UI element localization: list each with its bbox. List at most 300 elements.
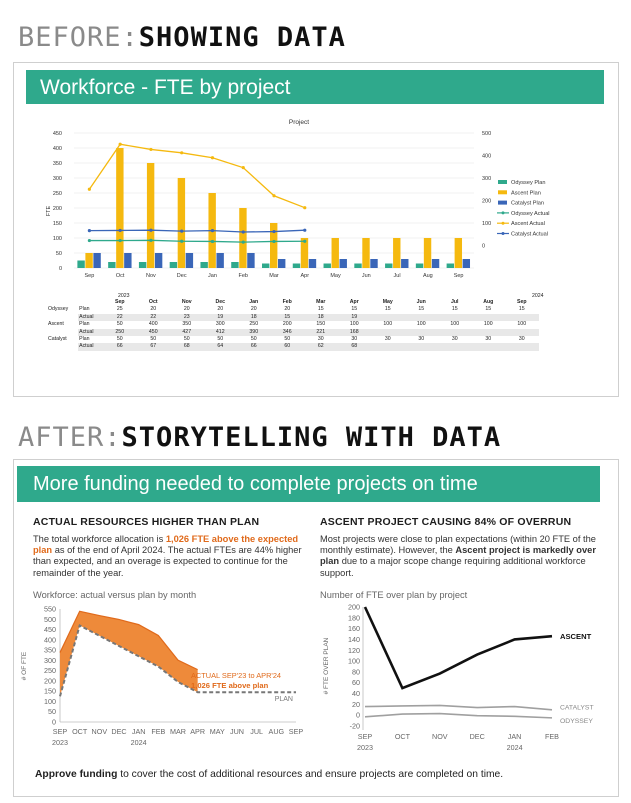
left-paragraph-end: as of the end of April 2024. The actual FTEs are 44% higher than expected, and an overage is expected to continue for the remainder of the year. bbox=[33, 545, 302, 578]
before-point-ascent-actual bbox=[303, 206, 306, 209]
legend-marker bbox=[502, 222, 505, 225]
table-cell: 30 bbox=[351, 336, 358, 343]
before-bar-catalyst-plan bbox=[155, 253, 162, 268]
before-heading bbox=[18, 22, 346, 53]
before-heading-title: SHOWING DATA bbox=[138, 22, 346, 53]
legend-swatch bbox=[498, 190, 507, 194]
table-type-cell: Plan bbox=[79, 306, 90, 313]
table-cell bbox=[472, 314, 506, 321]
table-cell: 22 bbox=[150, 313, 157, 320]
before-point-odyssey-actual bbox=[211, 240, 214, 243]
table-cell: 50 bbox=[284, 336, 291, 343]
left-x-tick-label: NOV bbox=[91, 727, 108, 736]
table-cell: 20 bbox=[284, 306, 291, 313]
table-cell: 20 bbox=[150, 306, 157, 313]
left-x-tick-label: JUL bbox=[250, 727, 264, 736]
before-y-label: FTE bbox=[46, 205, 52, 217]
before-x-tick-label: Jan bbox=[208, 273, 217, 279]
right-y-tick-label: 140 bbox=[348, 634, 360, 644]
before-point-ascent-actual bbox=[180, 151, 183, 154]
before-y-tick-label: 200 bbox=[52, 206, 62, 212]
before-point-odyssey-actual bbox=[149, 239, 152, 242]
table-type-cell: Actual bbox=[79, 313, 94, 320]
right-year-label: 2023 bbox=[357, 743, 373, 752]
right-line-ascent bbox=[365, 607, 552, 688]
before-bar-odyssey-plan bbox=[139, 262, 146, 268]
table-cell: 30 bbox=[418, 336, 425, 343]
before-data-table bbox=[47, 299, 539, 351]
left-y-tick-label: 50 bbox=[48, 707, 56, 717]
table-cell: 15 bbox=[418, 306, 425, 313]
table-type-cell: Plan bbox=[79, 336, 90, 343]
table-row bbox=[47, 343, 539, 350]
legend-marker bbox=[502, 211, 505, 214]
table-month-header: Jul bbox=[451, 299, 459, 305]
before-heading-prefix: BEFORE: bbox=[18, 22, 139, 53]
table-project-cell: Odyssey bbox=[47, 306, 78, 313]
before-point-odyssey-actual bbox=[303, 240, 306, 243]
table-cell: 18 bbox=[250, 313, 257, 320]
table-cell: 50 bbox=[116, 336, 123, 343]
before-x-tick-label: Dec bbox=[176, 273, 187, 279]
table-cell: 19 bbox=[217, 313, 224, 320]
left-y-tick-label: 300 bbox=[44, 655, 56, 665]
table-month-header: Sep bbox=[516, 299, 527, 305]
right-line-odyssey bbox=[365, 714, 552, 718]
left-paragraph-highlight: 1,026 FTE above the expected plan bbox=[33, 534, 299, 556]
before-x-tick-label: Mar bbox=[269, 273, 279, 279]
table-cell: 30 bbox=[384, 336, 391, 343]
before-bar-ascent-plan bbox=[362, 238, 369, 268]
table-project-cell: Ascent bbox=[47, 321, 78, 328]
left-annotation-line2: 1,026 FTE above plan bbox=[191, 681, 269, 690]
right-chart-title: Number of FTE over plan by project bbox=[320, 590, 468, 600]
right-y-tick-label: 160 bbox=[348, 624, 360, 634]
table-month-header: Dec bbox=[215, 299, 226, 305]
table-cell: 18 bbox=[317, 313, 324, 320]
legend-label: Ascent Actual bbox=[511, 221, 545, 228]
right-heading: ASCENT PROJECT CAUSING 84% OF OVERRUN bbox=[320, 516, 572, 528]
table-cell: 30 bbox=[485, 336, 492, 343]
table-cell: 50 bbox=[217, 336, 224, 343]
table-cell: 23 bbox=[183, 313, 190, 320]
table-cell: 100 bbox=[383, 321, 393, 328]
before-x-tick-label: Oct bbox=[115, 273, 125, 279]
right-x-tick-label: FEB bbox=[545, 732, 559, 741]
before-point-ascent-actual bbox=[88, 188, 91, 191]
before-x-tick-label: Nov bbox=[146, 273, 156, 279]
left-y-label: # OF FTE bbox=[21, 651, 28, 681]
before-bar-odyssey-plan bbox=[262, 264, 269, 269]
left-y-tick-label: 450 bbox=[44, 625, 56, 635]
table-cell: 20 bbox=[250, 306, 257, 313]
before-x-tick-label: Sep bbox=[84, 273, 95, 279]
legend-label: Odyssey Actual bbox=[511, 210, 550, 217]
table-cell: 50 bbox=[150, 336, 157, 343]
before-chart-title: Project bbox=[288, 119, 310, 126]
before-bar-odyssey-plan bbox=[354, 264, 361, 269]
after-panel bbox=[13, 459, 619, 797]
before-point-catalyst-actual bbox=[149, 229, 152, 232]
table-cell: 15 bbox=[518, 306, 525, 313]
before-point-odyssey-actual bbox=[242, 241, 245, 244]
table-project-cell: Catalyst bbox=[47, 336, 78, 343]
table-cell: 200 bbox=[282, 321, 292, 328]
table-month-header: Oct bbox=[148, 299, 158, 305]
before-point-catalyst-actual bbox=[211, 229, 214, 232]
left-heading: ACTUAL RESOURCES HIGHER THAN PLAN bbox=[33, 516, 260, 528]
left-paragraph-start: The total workforce allocation is bbox=[33, 534, 166, 544]
table-month-header: Apr bbox=[349, 299, 359, 305]
before-y-right-tick-label: 200 bbox=[482, 198, 492, 205]
table-cell bbox=[438, 314, 472, 321]
before-bar-odyssey-plan bbox=[324, 264, 331, 269]
right-y-tick-label: 180 bbox=[348, 613, 360, 623]
before-bar-ascent-plan bbox=[85, 253, 92, 268]
table-cell: 25 bbox=[116, 306, 123, 313]
left-x-tick-label: SEP bbox=[288, 727, 304, 736]
table-type-cell: Plan bbox=[79, 321, 90, 328]
right-line-catalyst bbox=[365, 705, 552, 709]
left-x-tick-label: JUN bbox=[230, 727, 244, 736]
before-x-tick-label: Feb bbox=[238, 273, 248, 279]
table-cell: 400 bbox=[148, 321, 158, 328]
before-bar-catalyst-plan bbox=[247, 253, 254, 268]
table-row bbox=[47, 321, 539, 328]
right-y-tick-label: 40 bbox=[352, 689, 360, 699]
table-cell bbox=[371, 329, 405, 336]
before-point-ascent-actual bbox=[242, 166, 245, 169]
table-cell: 20 bbox=[183, 306, 190, 313]
before-bar-catalyst-plan bbox=[278, 259, 285, 268]
table-row bbox=[47, 306, 539, 313]
before-y-tick-label: 400 bbox=[52, 146, 62, 152]
left-y-tick-label: 250 bbox=[44, 666, 56, 676]
before-bar-ascent-plan bbox=[332, 238, 339, 268]
table-project-cell bbox=[47, 329, 78, 336]
before-point-catalyst-actual bbox=[119, 229, 122, 232]
table-header-row bbox=[47, 299, 539, 306]
before-bar-odyssey-plan bbox=[200, 262, 207, 268]
table-row bbox=[47, 329, 539, 336]
before-point-odyssey-actual bbox=[180, 240, 183, 243]
before-bar-ascent-plan bbox=[178, 178, 185, 268]
right-y-tick-label: 60 bbox=[352, 678, 360, 688]
table-cell: 150 bbox=[316, 321, 326, 328]
before-y-tick-label: 0 bbox=[58, 266, 62, 272]
before-bar-odyssey-plan bbox=[293, 264, 300, 269]
right-y-tick-label: 200 bbox=[348, 602, 360, 612]
table-cell: 100 bbox=[483, 321, 493, 328]
before-year-right: 2024 bbox=[532, 293, 544, 299]
right-paragraph-end: due to a major scope change requiring additional workforce support. bbox=[320, 556, 586, 578]
before-bar-ascent-plan bbox=[393, 238, 400, 268]
table-cell: 15 bbox=[317, 306, 324, 313]
table-cell: 50 bbox=[250, 336, 257, 343]
left-y-tick-label: 150 bbox=[44, 686, 56, 696]
table-cell bbox=[438, 343, 472, 350]
before-y-right-tick-label: 300 bbox=[482, 176, 492, 182]
table-cell bbox=[505, 314, 539, 321]
before-bar-ascent-plan bbox=[455, 238, 462, 268]
table-cell: 250 bbox=[249, 321, 259, 328]
right-y-tick-label: -20 bbox=[349, 721, 360, 731]
table-cell: 168 bbox=[349, 328, 359, 335]
after-heading bbox=[18, 422, 501, 453]
table-row bbox=[47, 314, 539, 321]
table-project-cell bbox=[47, 343, 78, 350]
before-bar-ascent-plan bbox=[424, 238, 431, 268]
before-y-tick-label: 350 bbox=[52, 161, 62, 167]
table-cell: 390 bbox=[249, 328, 259, 335]
table-cell: 19 bbox=[351, 313, 358, 320]
left-plan-label: PLAN bbox=[274, 696, 293, 704]
table-month-header: Aug bbox=[483, 299, 494, 305]
left-x-tick-label: MAR bbox=[170, 727, 186, 736]
table-cell: 50 bbox=[116, 321, 123, 328]
table-row bbox=[47, 336, 539, 343]
left-x-tick-label: DEC bbox=[111, 727, 127, 736]
table-cell bbox=[371, 314, 405, 321]
table-month-header: Mar bbox=[316, 299, 326, 305]
table-cell: 427 bbox=[182, 328, 192, 335]
before-x-tick-label: May bbox=[330, 273, 341, 279]
before-x-tick-label: Apr bbox=[300, 273, 310, 279]
table-cell: 100 bbox=[416, 321, 426, 328]
before-bar-catalyst-plan bbox=[216, 253, 223, 268]
table-cell bbox=[472, 329, 506, 336]
table-cell: 15 bbox=[384, 306, 391, 313]
right-x-tick-label: NOV bbox=[432, 732, 448, 741]
right-x-tick-label: DEC bbox=[469, 732, 485, 741]
before-x-tick-label: Sep bbox=[453, 273, 464, 279]
table-cell: 66 bbox=[250, 343, 257, 350]
right-paragraph bbox=[320, 534, 600, 579]
left-x-tick-label: APR bbox=[190, 727, 206, 736]
before-bar-odyssey-plan bbox=[108, 262, 115, 268]
table-cell: 30 bbox=[317, 336, 324, 343]
before-point-catalyst-actual bbox=[242, 230, 245, 233]
table-cell: 64 bbox=[217, 343, 224, 350]
table-cell bbox=[505, 343, 539, 350]
table-month-header: Jun bbox=[416, 299, 426, 305]
before-bar-ascent-plan bbox=[147, 163, 154, 268]
left-paragraph bbox=[33, 534, 303, 579]
table-project-cell bbox=[47, 314, 78, 321]
before-y-right-tick-label: 0 bbox=[482, 243, 486, 250]
right-series-label-odyssey: ODYSSEY bbox=[560, 717, 593, 725]
left-y-tick-label: 550 bbox=[44, 604, 56, 614]
before-point-catalyst-actual bbox=[303, 229, 306, 232]
table-cell: 50 bbox=[183, 336, 190, 343]
table-cell: 22 bbox=[116, 313, 123, 320]
after-banner bbox=[17, 466, 600, 502]
before-point-odyssey-actual bbox=[272, 240, 275, 243]
legend-label: Catalyst Actual bbox=[511, 231, 548, 238]
legend-marker bbox=[502, 232, 505, 235]
table-month-header: Feb bbox=[282, 299, 292, 305]
before-bar-odyssey-plan bbox=[447, 264, 454, 269]
table-cell: 15 bbox=[451, 306, 458, 313]
left-x-tick-label: FEB bbox=[151, 727, 166, 736]
before-year-left: 2023 bbox=[118, 293, 130, 299]
table-cell bbox=[505, 329, 539, 336]
table-cell: 100 bbox=[517, 321, 527, 328]
table-month-header: Sep bbox=[114, 299, 125, 305]
workforce-area-chart bbox=[14, 600, 314, 760]
table-cell: 20 bbox=[217, 306, 224, 313]
right-series-label-ascent: ASCENT bbox=[560, 632, 592, 642]
before-bar-odyssey-plan bbox=[231, 262, 238, 268]
table-cell: 412 bbox=[215, 328, 225, 335]
left-x-tick-label: JAN bbox=[131, 727, 146, 736]
footer-call-to-action bbox=[35, 769, 503, 780]
legend-label: Odyssey Plan bbox=[511, 180, 546, 186]
table-cell bbox=[405, 314, 439, 321]
before-point-odyssey-actual bbox=[119, 239, 122, 242]
table-cell: 62 bbox=[317, 343, 324, 350]
table-cell: 15 bbox=[351, 306, 358, 313]
table-cell: 68 bbox=[183, 343, 190, 350]
right-y-tick-label: 120 bbox=[348, 645, 360, 655]
before-point-catalyst-actual bbox=[180, 230, 183, 233]
legend-swatch bbox=[498, 201, 507, 205]
left-year-label: 2024 bbox=[130, 738, 147, 747]
before-bar-odyssey-plan bbox=[416, 264, 423, 269]
table-cell: 15 bbox=[485, 306, 492, 313]
table-cell bbox=[472, 343, 506, 350]
before-y-tick-label: 450 bbox=[52, 131, 62, 137]
table-cell bbox=[405, 343, 439, 350]
left-y-tick-label: 200 bbox=[44, 676, 56, 686]
right-y-label: # FTE OVER PLAN bbox=[323, 637, 330, 695]
before-y-right-tick-label: 100 bbox=[482, 221, 492, 227]
before-x-tick-label: Jul bbox=[393, 273, 401, 279]
over-plan-line-chart bbox=[314, 600, 614, 760]
before-bar-catalyst-plan bbox=[186, 253, 193, 268]
table-type-cell: Actual bbox=[79, 328, 94, 335]
before-panel bbox=[13, 62, 619, 397]
table-cell: 100 bbox=[450, 321, 460, 328]
right-paragraph-bold: Ascent project is markedly over plan bbox=[320, 545, 596, 567]
before-bar-catalyst-plan bbox=[93, 253, 100, 268]
left-y-tick-label: 400 bbox=[44, 635, 56, 645]
table-corner bbox=[47, 299, 103, 306]
before-bar-ascent-plan bbox=[270, 223, 277, 268]
right-paragraph-start: Most projects were close to plan expectations (within 20 FTE of the monthly estimate). However, the bbox=[320, 534, 596, 556]
table-cell: 60 bbox=[284, 343, 291, 350]
before-bar-odyssey-plan bbox=[170, 262, 177, 268]
before-point-catalyst-actual bbox=[88, 229, 91, 232]
after-heading-prefix: AFTER: bbox=[18, 422, 122, 453]
table-cell: 221 bbox=[316, 328, 326, 335]
before-y-tick-label: 100 bbox=[52, 236, 62, 242]
before-point-ascent-actual bbox=[119, 143, 122, 146]
before-y-right-tick-label: 400 bbox=[482, 153, 492, 160]
table-type-cell: Actual bbox=[79, 343, 94, 350]
before-point-ascent-actual bbox=[149, 148, 152, 151]
before-banner-title: Workforce - FTE by project bbox=[40, 76, 291, 99]
left-annotation-line1: ACTUAL SEP'23 to APR'24 bbox=[191, 671, 282, 680]
left-y-tick-label: 0 bbox=[52, 717, 56, 727]
table-cell: 250 bbox=[115, 328, 125, 335]
before-bar-odyssey-plan bbox=[77, 261, 84, 269]
table-month-header: Jan bbox=[249, 299, 259, 305]
left-overage-area bbox=[60, 611, 198, 696]
before-y-tick-label: 150 bbox=[52, 221, 62, 227]
left-x-tick-label: MAY bbox=[209, 727, 225, 736]
left-year-label: 2023 bbox=[52, 738, 68, 747]
before-point-catalyst-actual bbox=[272, 230, 275, 233]
before-bar-ascent-plan bbox=[239, 208, 246, 268]
legend-label: Catalyst Plan bbox=[511, 200, 544, 207]
before-bar-catalyst-plan bbox=[463, 259, 470, 268]
before-x-tick-label: Jun bbox=[361, 273, 371, 279]
right-x-tick-label: OCT bbox=[394, 732, 410, 741]
table-month-header: Nov bbox=[181, 299, 192, 305]
left-y-tick-label: 100 bbox=[44, 696, 56, 706]
table-cell: 67 bbox=[150, 343, 157, 350]
before-bar-catalyst-plan bbox=[340, 259, 347, 268]
before-y-tick-label: 250 bbox=[52, 191, 62, 197]
before-y-right-tick-label: 500 bbox=[482, 131, 492, 137]
table-month-header: May bbox=[382, 299, 393, 305]
before-bar-catalyst-plan bbox=[309, 259, 316, 268]
table-cell bbox=[405, 329, 439, 336]
before-point-odyssey-actual bbox=[88, 239, 91, 242]
left-x-tick-label: SEP bbox=[52, 727, 68, 736]
before-bar-catalyst-plan bbox=[370, 259, 377, 268]
before-bar-ascent-plan bbox=[116, 148, 123, 268]
table-cell bbox=[371, 343, 405, 350]
table-cell: 450 bbox=[148, 328, 158, 335]
after-banner-title: More funding needed to complete projects on time bbox=[33, 473, 478, 495]
legend-swatch bbox=[498, 180, 507, 184]
table-cell: 68 bbox=[351, 343, 358, 350]
right-x-tick-label: SEP bbox=[357, 732, 373, 741]
table-cell: 350 bbox=[182, 321, 192, 328]
table-cell bbox=[438, 329, 472, 336]
right-y-tick-label: 100 bbox=[348, 656, 360, 666]
right-year-label: 2024 bbox=[506, 743, 523, 752]
footer-bold: Approve funding bbox=[35, 769, 118, 780]
before-x-tick-label: Aug bbox=[422, 273, 433, 279]
before-point-ascent-actual bbox=[211, 156, 214, 159]
table-cell: 30 bbox=[451, 336, 458, 343]
table-cell: 100 bbox=[349, 321, 359, 328]
before-y-tick-label: 300 bbox=[52, 176, 62, 182]
before-y-tick-label: 50 bbox=[55, 251, 62, 257]
table-cell: 15 bbox=[284, 313, 291, 320]
before-bar-catalyst-plan bbox=[432, 259, 439, 268]
table-cell: 66 bbox=[116, 343, 123, 350]
table-cell: 346 bbox=[282, 328, 292, 335]
left-chart-title: Workforce: actual versus plan by month bbox=[33, 590, 197, 600]
before-bar-catalyst-plan bbox=[401, 259, 408, 268]
before-bar-odyssey-plan bbox=[385, 264, 392, 269]
before-bar-catalyst-plan bbox=[124, 253, 131, 268]
right-y-tick-label: 80 bbox=[352, 667, 360, 677]
left-y-tick-label: 350 bbox=[44, 645, 56, 655]
right-series-label-catalyst: CATALYST bbox=[560, 704, 594, 712]
left-x-tick-label: OCT bbox=[72, 727, 88, 736]
legend-label: Ascent Plan bbox=[511, 190, 541, 197]
right-y-tick-label: 20 bbox=[352, 699, 360, 709]
right-y-tick-label: 0 bbox=[356, 710, 360, 720]
left-y-tick-label: 500 bbox=[44, 614, 56, 624]
footer-rest: to cover the cost of additional resources and ensure projects are completed on time. bbox=[117, 769, 504, 780]
table-cell: 30 bbox=[518, 336, 525, 343]
